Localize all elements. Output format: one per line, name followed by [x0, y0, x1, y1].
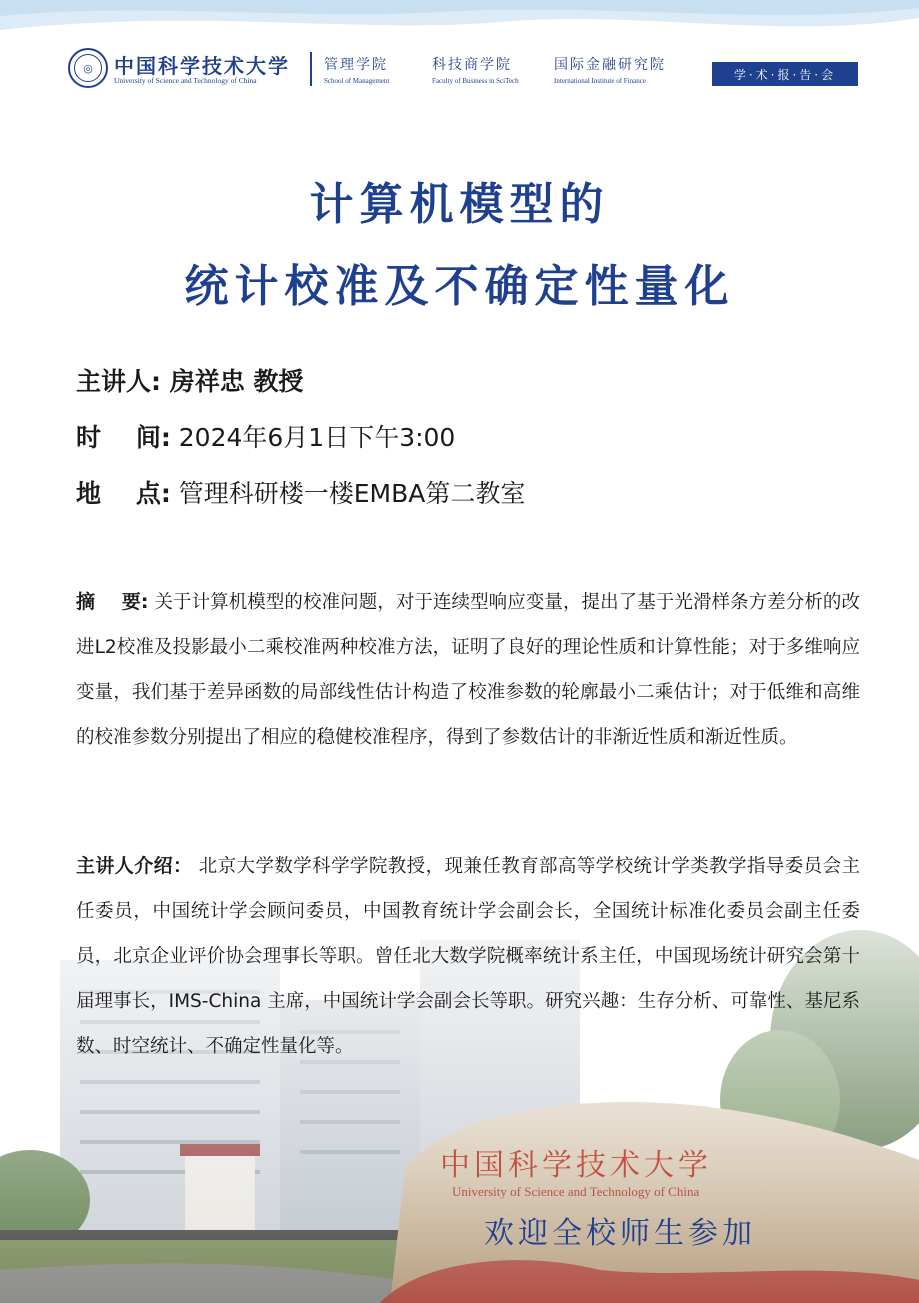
welcome-text: 欢迎全校师生参加: [484, 1216, 756, 1251]
speaker-row: [76, 362, 303, 398]
stone-inscription-en: University of Science and Technology of China: [452, 1184, 700, 1199]
location-row: [76, 474, 525, 510]
speaker-bio-paragraph: [76, 844, 860, 1069]
time-row: [76, 418, 455, 454]
header-divider: [310, 52, 312, 86]
abstract-paragraph: [76, 580, 860, 760]
speaker-label: 主讲人:: [76, 367, 161, 396]
academic-seminar-badge: 学·术·报·告·会: [712, 62, 858, 86]
time-label: 时 间:: [76, 423, 171, 452]
university-seal-icon: ◎: [68, 48, 108, 88]
stone-inscription-cn: 中国科学技术大学: [440, 1148, 712, 1183]
school-business-scitech: 科技商学院 Faculty of Business in SciTech: [432, 57, 519, 85]
school-management: 管理学院 School of Management: [324, 57, 390, 85]
title-line-1: 计算机模型的: [309, 179, 610, 230]
header: [66, 46, 858, 92]
abstract-text: 关于计算机模型的校准问题，对于连续型响应变量，提出了基于光滑样条方差分析的改进L2校准及投影最小二乘校准两种校准方法，证明了良好的理论性质和计算性能；对于多维响应变量，我们基于差异函数的局部线性估计构造了校准参数的轮廓最小二乘估计；对于低维和高维的校准参数分别提出了相应的稳健校准程序，得到了参数估计的非渐近性质和渐近性质。: [76, 592, 860, 748]
bio-text: 北京大学数学科学学院教授，现兼任教育部高等学校统计学类教学指导委员会主任委员，中国统计学会顾问委员，中国教育统计学会副会长，全国统计标准化委员会副主任委员，北京企业评价协会理事长等职。曾任北大数学院概率统计系主任，中国现场统计研究会第十届理事长，IMS-China 主席，中国统计学会副会长等职。研究兴趣：生存分析、可靠性、基尼系数、时空统计、不确定性量化等。: [76, 856, 860, 1057]
location-label: 地 点:: [76, 479, 171, 508]
location-value: 管理科研楼一楼EMBA第二教室: [170, 479, 526, 508]
speaker-value: 房祥忠 教授: [161, 367, 304, 396]
bio-label: 主讲人介绍：: [76, 855, 193, 877]
title-line-2: 统计校准及不确定性量化: [184, 261, 735, 312]
university-name-en: University of Science and Technology of China: [114, 76, 257, 85]
school-finance-institute: 国际金融研究院 International Institute of Finance: [554, 57, 666, 85]
time-value: 2024年6月1日下午3:00: [170, 423, 456, 452]
abstract-label: 摘 要:: [76, 591, 149, 613]
university-name-cn: 中国科学技术大学: [114, 54, 290, 78]
